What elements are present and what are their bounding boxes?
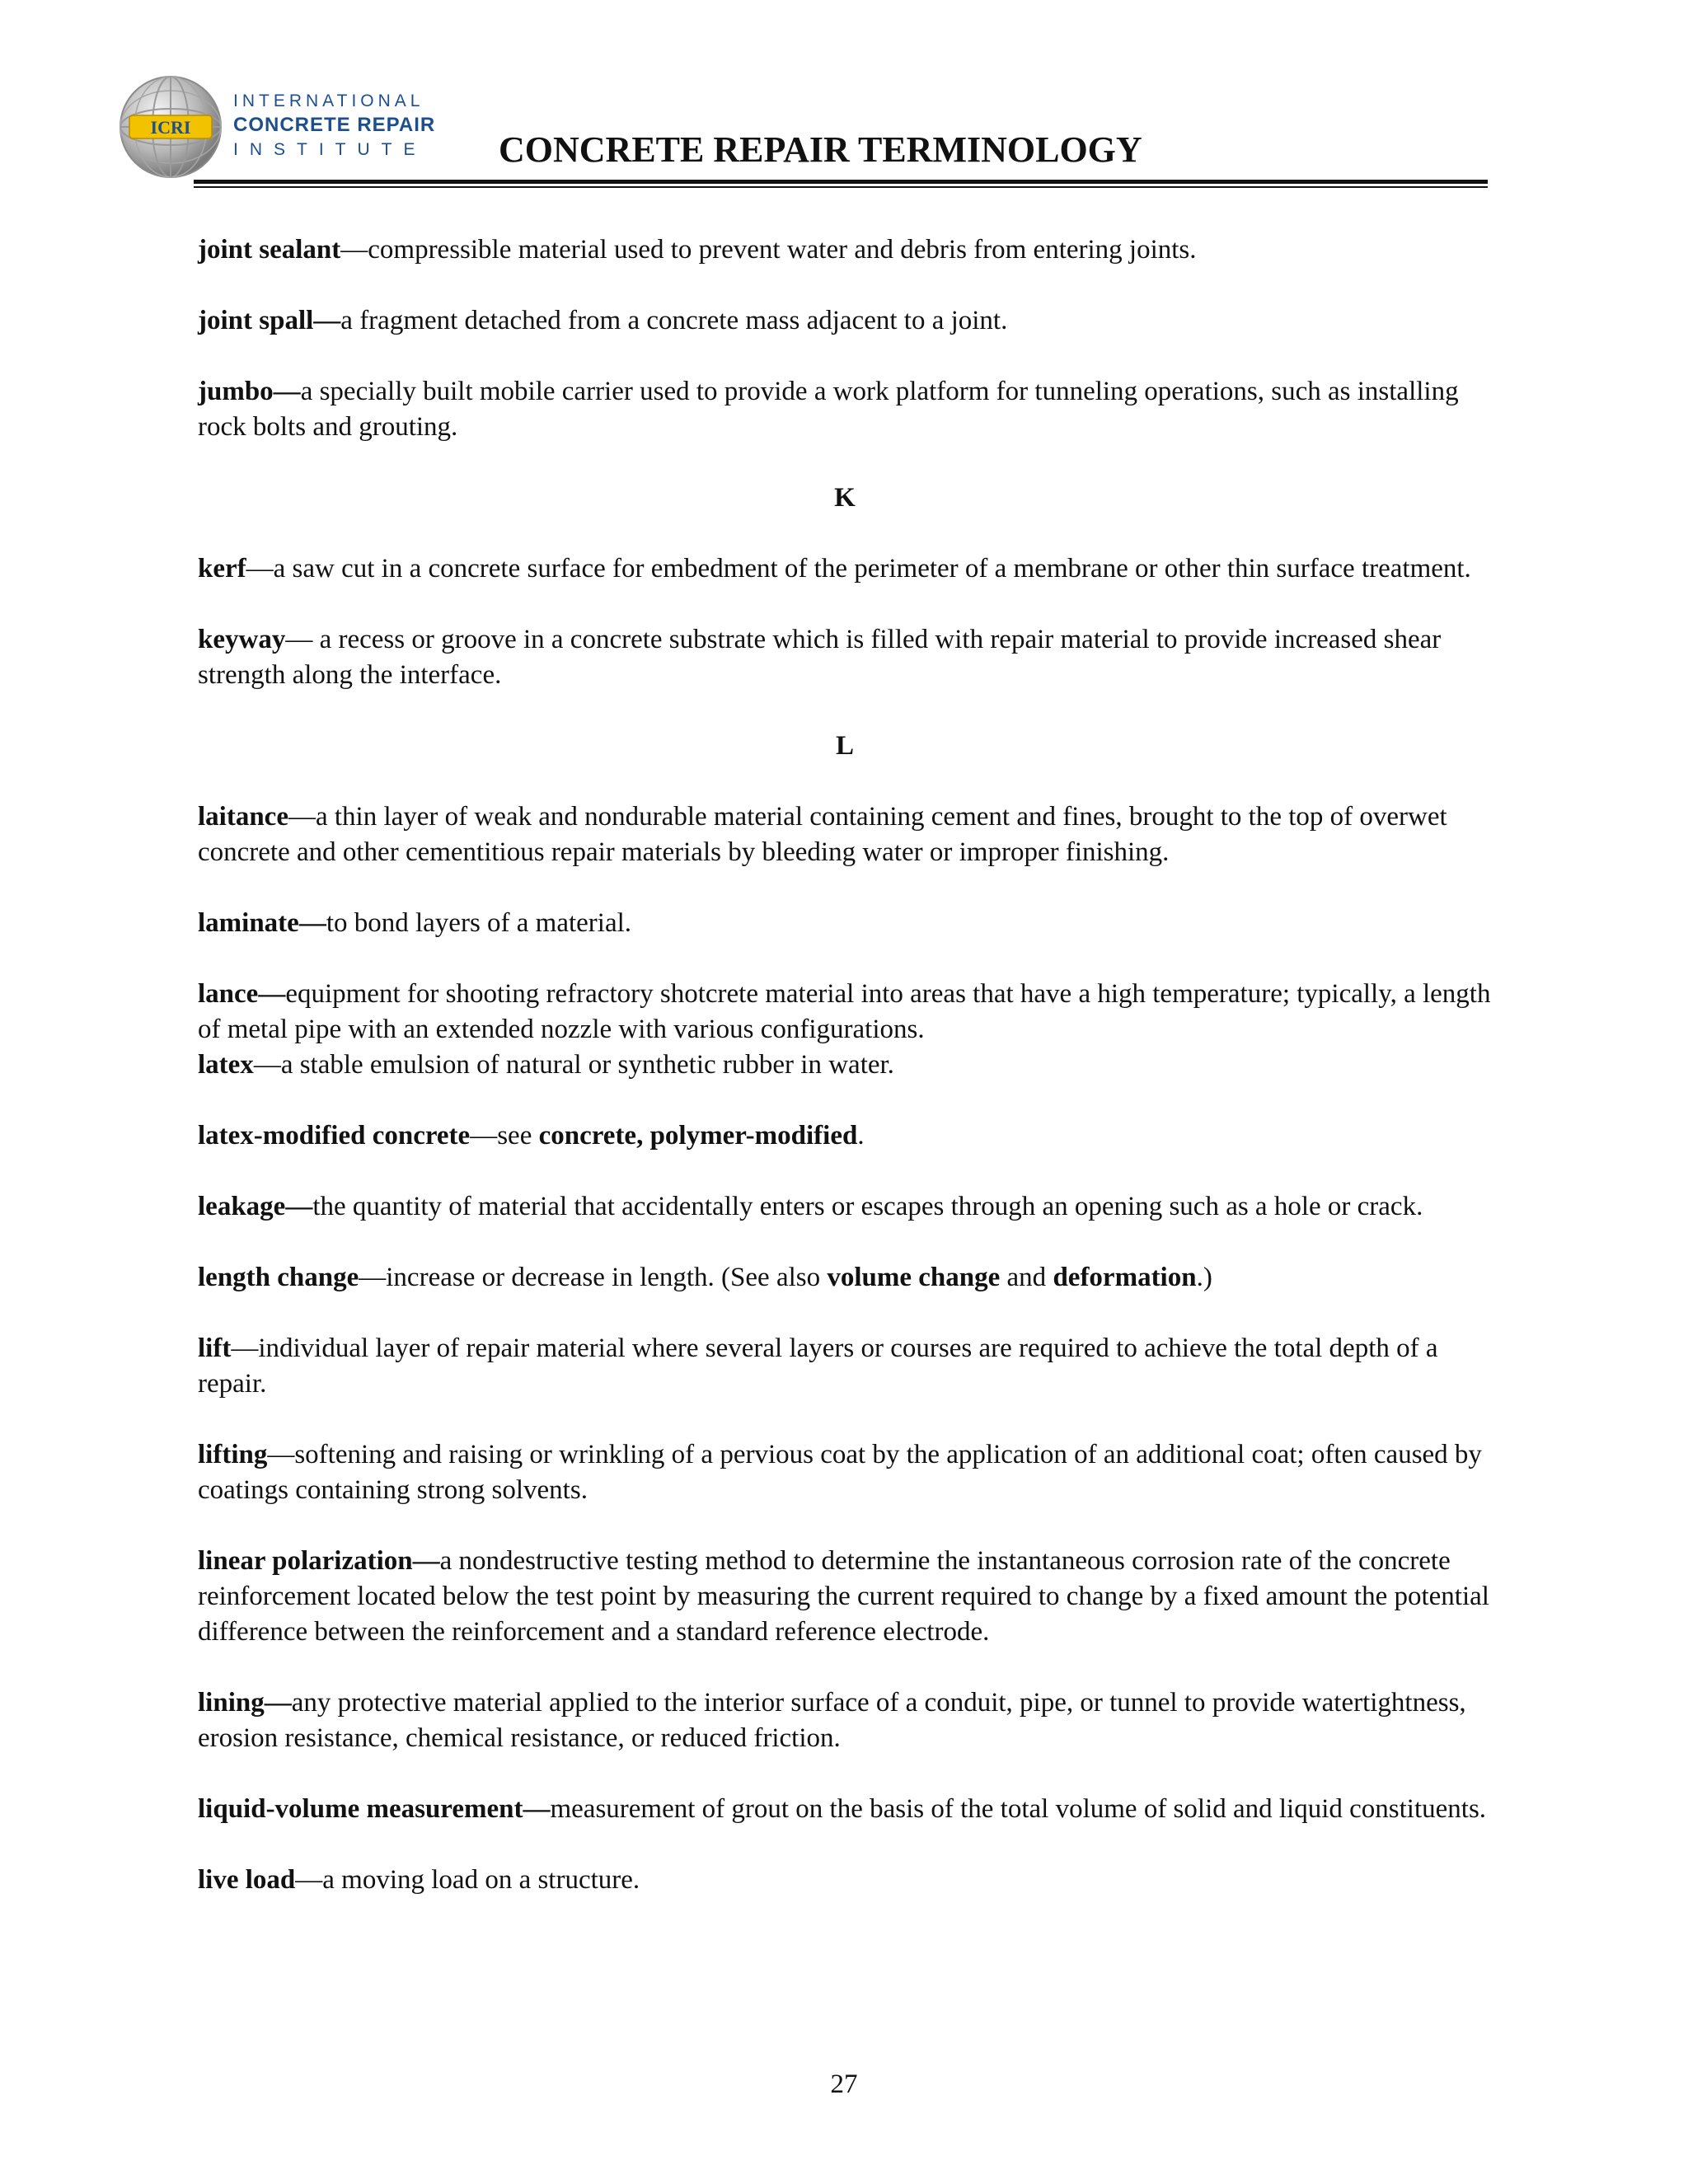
glossary-entry <box>198 622 1492 693</box>
entry-term: live load <box>198 1865 296 1895</box>
logo-line-institute: INSTITUTE <box>233 140 427 159</box>
entry-definition-text: and <box>1000 1263 1053 1292</box>
glossary-entry <box>198 906 1492 941</box>
entry-term: linear polarization— <box>198 1546 440 1576</box>
section-letter-l: L <box>835 731 854 761</box>
entry-definition: a nondestructive testing method to determine the instantaneous corrosion rate of the concrete reinforcement located below the test point by measuring the current required to change by a fixed amount the potential difference between the reinforcement and a standard reference electrode. <box>198 1546 1489 1647</box>
entry-term: lance— <box>198 979 286 1009</box>
logo-line-international: INTERNATIONAL <box>233 91 424 110</box>
glossary-entry <box>198 1331 1492 1402</box>
entry-definition: any protective material applied to the interior surface of a conduit, pipe, or tunnel to provide watertightness, erosion resistance, chemical resistance, or reduced friction. <box>198 1688 1466 1753</box>
entry-definition-text: .) <box>1196 1263 1212 1292</box>
glossary-entry <box>198 1863 1492 1898</box>
entry-term: leakage— <box>198 1192 313 1221</box>
entry-term: joint spall— <box>198 306 341 335</box>
glossary-entry <box>198 1544 1492 1650</box>
entry-term: lining— <box>198 1688 292 1718</box>
glossary-entry <box>198 799 1492 870</box>
entry-definition: to bond layers of a material. <box>326 908 632 938</box>
entry-definition: —a moving load on a structure. <box>295 1865 640 1895</box>
entry-cross-reference: volume change <box>827 1263 1001 1292</box>
entry-definition: equipment for shooting refractory shotcrete material into areas that have a high temperature; typically, a length of metal pipe with an extended nozzle with various configurations. <box>198 979 1491 1044</box>
logo-line-concrete-repair: CONCRETE REPAIR <box>233 114 436 136</box>
entry-definition: —softening and raising or wrinkling of a pervious coat by the application of an additional coat; often caused by coatings containing strong solvents. <box>198 1440 1482 1505</box>
glossary-entry <box>198 551 1492 587</box>
logo-wordmark <box>233 92 435 158</box>
entry-definition: a fragment detached from a concrete mass adjacent to a joint. <box>340 306 1008 335</box>
entry-definition: —individual layer of repair material where several layers or courses are required to achieve the total depth of a repair. <box>198 1333 1438 1399</box>
glossary-entry <box>198 1685 1492 1756</box>
entry-definition: —see <box>470 1121 539 1151</box>
entry-term: lift <box>198 1333 232 1363</box>
glossary-entry <box>198 303 1492 339</box>
header-rule-thick <box>194 180 1488 184</box>
glossary-entry <box>198 232 1492 268</box>
seal-text: ICRI <box>150 117 191 138</box>
entry-term: laminate— <box>198 908 326 938</box>
header-rule-thin <box>194 186 1488 188</box>
entry-definition: measurement of grout on the basis of the total volume of solid and liquid constituents. <box>550 1794 1487 1824</box>
glossary-content <box>198 232 1492 1933</box>
entry-term: joint sealant <box>198 235 341 265</box>
entry-term: laitance <box>198 802 288 832</box>
document-title: CONCRETE REPAIR TERMINOLOGY <box>499 129 1142 170</box>
entry-definition: —a thin layer of weak and nondurable material containing cement and fines, brought to the top of overwet concrete and other cementitious repair materials by bleeding water or improper finishing. <box>198 802 1447 867</box>
icri-logo <box>118 74 448 181</box>
entry-term: length change <box>198 1263 359 1292</box>
entry-term: latex <box>198 1050 254 1080</box>
entry-term: latex-modified concrete <box>198 1121 471 1151</box>
entry-definition: —increase or decrease in length. (See also <box>359 1263 828 1292</box>
entry-definition: the quantity of material that accidentally enters or escapes through an opening such as a hole or crack. <box>312 1192 1423 1221</box>
glossary-entry <box>198 1792 1492 1827</box>
glossary-entry <box>198 374 1492 445</box>
entry-definition: —a stable emulsion of natural or synthetic rubber in water. <box>253 1050 894 1080</box>
glossary-entry <box>198 1260 1492 1296</box>
entry-definition: a specially built mobile carrier used to provide a work platform for tunneling operations, such as installing rock bolts and grouting. <box>198 377 1459 442</box>
entry-term: liquid-volume measurement— <box>198 1794 551 1824</box>
entry-definition: —compressible material used to prevent water and debris from entering joints. <box>340 235 1197 265</box>
glossary-entry <box>198 1437 1492 1508</box>
section-letter-k: K <box>834 483 856 513</box>
entry-term: kerf <box>198 554 246 583</box>
entry-cross-reference: deformation <box>1053 1263 1197 1292</box>
glossary-entry <box>198 1189 1492 1225</box>
entry-term: lifting <box>198 1440 268 1469</box>
entry-term: keyway <box>198 625 286 654</box>
page-number: 27 <box>830 2069 858 2099</box>
entry-cross-reference: concrete, polymer-modified <box>538 1121 858 1151</box>
entry-term: jumbo— <box>198 377 301 406</box>
glossary-entry <box>198 977 1492 1047</box>
entry-definition: —a saw cut in a concrete surface for embedment of the perimeter of a membrane or other thin surface treatment. <box>246 554 1471 583</box>
glossary-entry <box>198 1118 1492 1154</box>
entry-definition-text: . <box>857 1121 865 1151</box>
entry-definition: — a recess or groove in a concrete substrate which is filled with repair material to provide increased shear strength along the interface. <box>198 625 1442 690</box>
globe-seal-icon <box>118 74 223 180</box>
glossary-entry <box>198 1047 1492 1083</box>
